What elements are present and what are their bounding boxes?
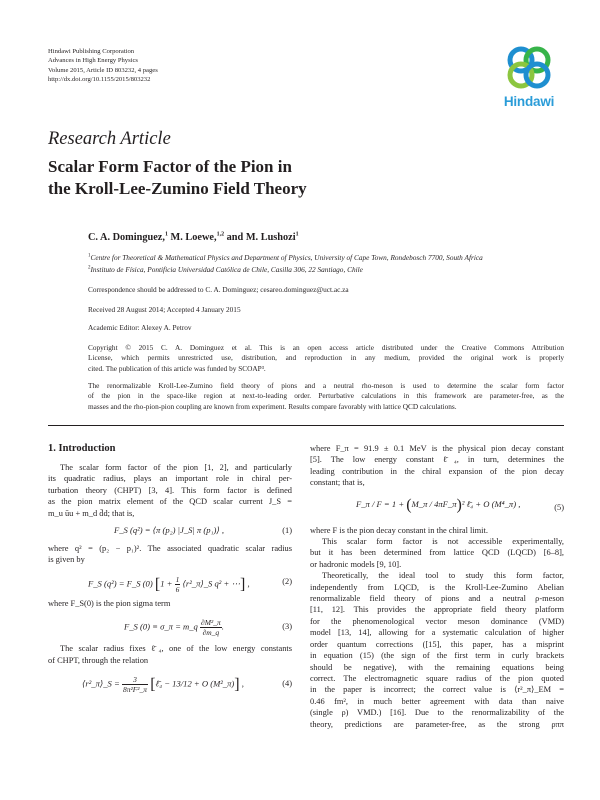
equation-4-numerator: 3: [122, 675, 148, 685]
text-line: correct. The electromagnetic square radius of the pion quoted: [310, 673, 564, 683]
equation-1: [48, 519, 292, 543]
text-line: order quantum corrections ([15], this paper, has a misprint: [310, 639, 564, 649]
equation-1-number: (1): [282, 526, 292, 536]
text-line: for the phenomenological vector meson dominance (VMD): [310, 616, 564, 626]
equation-3-left: F_S (0) ≡ σ_π = m_q: [124, 621, 198, 632]
volume-info: Volume 2015, Article ID 803232, 4 pages: [48, 66, 158, 74]
text-line: This scalar form factor is not accessible experimentally,: [322, 537, 564, 547]
publication-info: [48, 47, 158, 84]
equation-2-right: ⟨r²_π⟩_S q² + ⋯: [182, 578, 241, 589]
affiliation-text: Instituto de Física, Pontificia Universidad Católica de Chile, Casilla 306, 22 Santiago, Chile: [90, 265, 363, 274]
title-line-2: the Kroll-Lee-Zumino Field Theory: [48, 179, 307, 198]
equation-2-body: F_S (q²) = F_S (0) [1 + $\frac{1}{6}$ ⟨r²_π⟩_S q² + ⋯] ,: [88, 574, 250, 594]
text-line: where F_S(0) is the pion sigma term: [48, 598, 171, 608]
affiliation-sup: 2: [88, 265, 91, 271]
author-affil-sup: 1: [295, 231, 299, 238]
abstract-line: of the pion in the space-like region at next-to-leading order. Perturbative calculations in this framework are parameter-free, as the: [88, 391, 564, 401]
copyright-line: Copyright © 2015 C. A. Dominguez et al. This is an open access article distributed under the Creative Commons Attribution: [88, 343, 564, 352]
author-name[interactable]: and M. Lushozi: [226, 232, 296, 243]
abstract-line: The renormalizable Kroll-Lee-Zumino field theory of pions and a neutral rho-meson is used to determine the scalar form factor: [88, 381, 564, 390]
author-affil-sup: 1: [164, 231, 168, 238]
text-line: [11, 12]. This provides the appropriate field theory platform: [310, 605, 564, 615]
text-line: constant; that is,: [310, 478, 365, 488]
equation-3-numerator: ∂M²_π: [201, 618, 221, 628]
text-line: but it has been determined from lattice QCD (LQCD) [6–8],: [310, 548, 564, 558]
text-line: where F is the pion decay constant in the chiral limit.: [310, 525, 488, 535]
text-line: where q² = (p₂ − p₁)². The associated quadratic scalar radius: [48, 544, 292, 554]
text-line: m_u ūu + m_d d̄d; that is,: [48, 508, 135, 518]
right-column: [310, 443, 564, 730]
copyright-line: cited. The publication of this article was funded by SCOAP³.: [88, 363, 266, 373]
text-line: turbation theory (CHPT) [3, 4]. This form factor is defined: [48, 485, 292, 495]
equation-5-right: ℓ̄₄ + O (M⁴_π) ,: [466, 498, 521, 509]
title-line-1: Scalar Form Factor of the Pion in: [48, 157, 292, 176]
text-line: of CHPT, through the relation: [48, 655, 149, 665]
author-name[interactable]: C. A. Dominguez,: [88, 232, 165, 243]
hindawi-rings-icon: [501, 44, 557, 92]
equation-2-left: F_S (q²) = F_S (0): [88, 578, 153, 589]
correspondence: Correspondence should be addressed to C. A. Dominguez; cesareo.dominguez@uct.ac.za: [88, 285, 349, 294]
equation-4-body: ⟨r²_π⟩_S = $\frac{3}{\text{8π²F²\_π}}$ [ℓ̄₄ − 13/12 + O (M²_π)] ,: [82, 675, 244, 695]
equation-5-fraction: M_π / 4πF_π: [411, 498, 457, 509]
received-accepted-dates: Received 28 August 2014; Accepted 4 January 2015: [88, 305, 241, 314]
text-line: (single ρ) VMD.) [16]. Due to the renormalizability of the: [310, 708, 564, 718]
text-line: 0.46 fm², in much better agreement with data than naive: [310, 696, 564, 706]
text-line: in the paper is incorrect; the correct value is ⟨r²_π⟩_EM =: [310, 685, 564, 695]
publisher-name: Hindawi Publishing Corporation: [48, 48, 135, 55]
academic-editor: Academic Editor: Alexey A. Petrov: [88, 323, 192, 332]
text-line: should be negative), with the remaining equations being: [310, 662, 564, 672]
text-line: model [13, 14], allowing for a systematic calculation of higher: [310, 628, 564, 638]
text-line: in equation (15) (the sign of the first term in curly brackets: [310, 651, 564, 661]
equation-5-body: F_π / F = 1 + (M_π / 4πF_π)² ℓ̄₄ + O (M⁴_π) ,: [356, 495, 521, 513]
equation-2: [48, 566, 292, 598]
equation-1-body: F_S (q²) = ⟨π (p₂) |J_S| π (p₁)⟩ ,: [114, 525, 225, 536]
text-line: its quadratic radius, plays an important role in chiral per-: [48, 474, 292, 484]
section-heading-introduction: 1. Introduction: [48, 443, 116, 454]
equation-3-number: (3): [282, 622, 292, 632]
affiliation-sup: 1: [88, 253, 91, 259]
equation-5-number: (5): [554, 502, 564, 512]
equation-4-denominator: 8π²F²_π: [122, 685, 148, 695]
equation-3: [48, 609, 292, 643]
journal-name: Advances in High Energy Physics: [48, 57, 138, 65]
author-name[interactable]: M. Loewe,: [170, 232, 217, 243]
text-line: as the pion matrix element of the QCD scalar current J_S =: [48, 497, 292, 507]
abstract: [88, 381, 564, 412]
equation-5: [310, 489, 564, 525]
author-affil-sup: 1,2: [216, 231, 225, 238]
text-line: The scalar radius fixes ℓ̄₄, one of the low energy constants: [60, 644, 292, 654]
copyright-notice: [88, 343, 564, 374]
text-line: is given by: [48, 555, 85, 565]
abstract-line: masses and the rho-pion-pion coupling are known from experiment. Results compare favorably with lattice QCD calculations.: [88, 401, 457, 411]
author-list: [88, 232, 299, 243]
article-type: Research Article: [48, 129, 171, 149]
copyright-line: License, which permits unrestricted use, distribution, and reproduction in any medium, provided the original work is properly: [88, 353, 564, 363]
text-line: where F_π = 91.9 ± 0.1 MeV is the physical pion decay constant: [310, 444, 564, 453]
equation-4: [48, 666, 292, 700]
text-line: [5]. The low energy constant ℓ̄₄, in turn, determines the: [310, 455, 564, 465]
equation-3-body: F_S (0) ≡ σ_π = m_q $\frac{\text{∂M²\_π}}{\partial m\_q}$ .: [124, 618, 224, 638]
affiliation-1: [88, 253, 483, 262]
doi-link[interactable]: http://dx.doi.org/10.1155/2015/803232: [48, 75, 151, 83]
text-line: leading contribution in the chiral expansion of the pion decay: [310, 466, 564, 476]
text-line: theory, predictions are parameter-free, as the strong ρππ: [310, 719, 564, 729]
text-line: or hadronic models [9, 10].: [310, 559, 402, 569]
text-line: renormalizable field theory of pions and a neutral ρ-meson: [310, 594, 564, 604]
equation-5-left: F_π / F = 1 +: [356, 498, 405, 509]
section-divider: [48, 425, 564, 426]
equation-3-denominator: ∂m_q: [202, 628, 220, 638]
equation-2-number: (2): [282, 576, 292, 586]
article-title: [48, 156, 488, 200]
equation-4-left: ⟨r²_π⟩_S =: [82, 678, 120, 689]
hindawi-logo[interactable]: [497, 44, 561, 112]
left-column: [48, 462, 292, 700]
affiliation-text: Centre for Theoretical & Mathematical Physics and Department of Physics, University of Cape Town, Rondebosch 7700, South Africa: [90, 253, 483, 262]
equation-4-bracket: ℓ̄₄ − 13/12 + O (M²_π): [155, 678, 235, 689]
text-line: Theoretically, the ideal tool to study this form factor,: [322, 571, 564, 581]
affiliation-2: [88, 265, 363, 274]
text-line: independently from LQCD, is the Kroll-Lee-Zumino Abelian: [310, 582, 564, 592]
logo-text: Hindawi: [503, 94, 555, 109]
text-line: The scalar form factor of the pion [1, 2], and particularly: [60, 463, 292, 472]
equation-4-number: (4): [282, 679, 292, 689]
